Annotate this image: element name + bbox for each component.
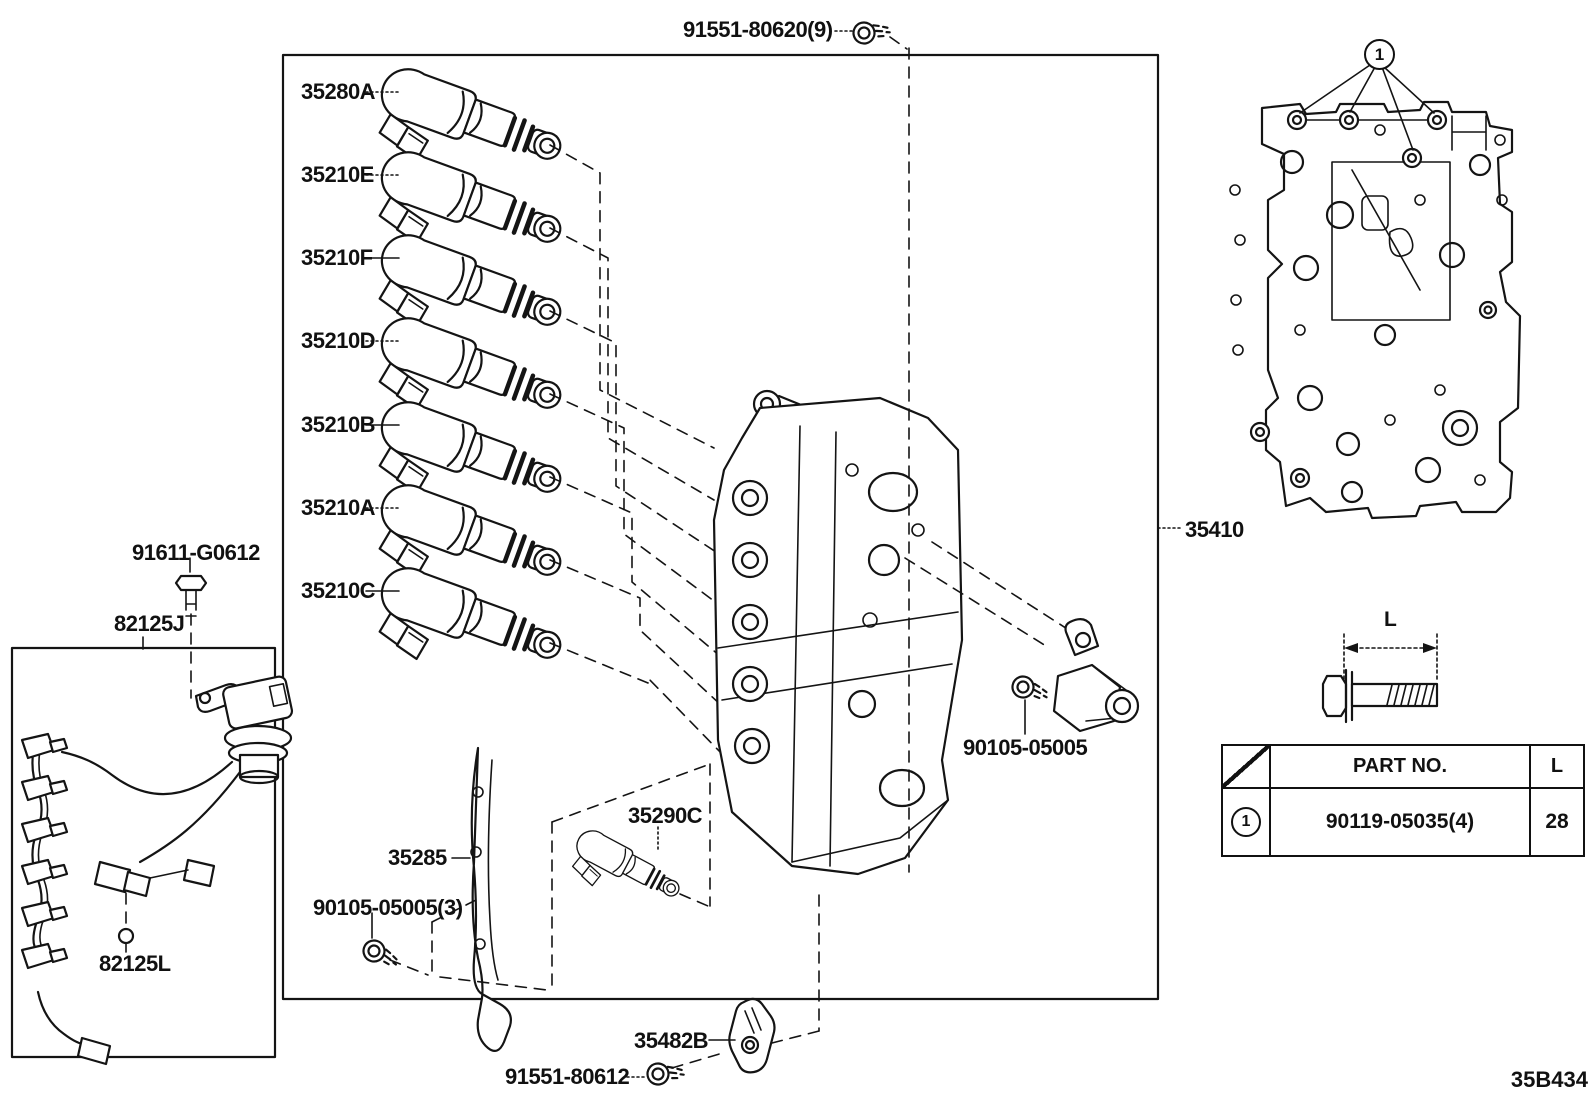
solenoid-35210C-drawing [364, 561, 569, 704]
table-ref-cell [1222, 788, 1270, 856]
bolt-table-header-row [1222, 745, 1584, 788]
label-solenoid-35210C[interactable]: 35210C [301, 578, 376, 603]
label-bracket-screw[interactable]: 90105-05005(3) [313, 895, 463, 920]
table-part-no-cell[interactable]: 90119-05035(4) [1270, 788, 1530, 856]
figure-code: 35B434 [1510, 1067, 1588, 1092]
label-bracket[interactable]: 35285 [388, 845, 447, 870]
label-solenoid-35210E[interactable]: 35210E [301, 162, 374, 187]
plate-ref-number: 1 [1374, 44, 1385, 64]
table-l-header: L [1530, 745, 1584, 788]
label-solenoid-35210D[interactable]: 35210D [301, 328, 376, 353]
table-ref-callout [1231, 807, 1261, 837]
sensor-82125J-drawing [143, 558, 293, 783]
valve-body-plate-drawing [1230, 65, 1520, 518]
table-l-cell: 28 [1530, 788, 1584, 856]
bolt-spec-table [1221, 744, 1585, 857]
table-corner-cell [1222, 745, 1270, 788]
assembly-dashed-lines [550, 145, 724, 756]
label-solenoid-35210A[interactable]: 35210A [301, 495, 376, 520]
label-lock-plate-screw[interactable]: 91551-80612 [505, 1064, 630, 1089]
table-ref-number: 1 [1241, 813, 1251, 830]
solenoid-35290C-drawing [552, 764, 710, 992]
valve-body-isometric-drawing [714, 391, 962, 874]
label-wire-harness[interactable]: 82125L [99, 951, 171, 976]
bolt-table-data-row [1222, 788, 1584, 856]
wire-harness-82125L-drawing [22, 734, 240, 1064]
bolt-length-detail-drawing [1323, 634, 1437, 722]
bolt-dimension-label: L [1384, 608, 1397, 631]
label-right-screw[interactable]: 90105-05005 [963, 735, 1088, 760]
label-lock-plate[interactable]: 35482B [634, 1028, 709, 1053]
plate-ref-callout [1364, 39, 1395, 70]
label-valve-body[interactable]: 35410 [1185, 517, 1244, 542]
label-solenoid-35210F[interactable]: 35210F [301, 245, 373, 270]
label-solenoid-35210B[interactable]: 35210B [301, 412, 376, 437]
label-sensor-bolt[interactable]: 91611-G0612 [132, 540, 260, 565]
top-screw-icon [835, 16, 907, 49]
label-sensor[interactable]: 82125J [114, 611, 185, 636]
label-solenoid-35280A[interactable]: 35280A [301, 79, 376, 104]
label-top-screw[interactable]: 91551-80620(9) [683, 17, 833, 42]
label-solenoid-3way[interactable]: 35290C [628, 803, 703, 828]
table-part-no-header: PART NO. [1270, 745, 1530, 788]
